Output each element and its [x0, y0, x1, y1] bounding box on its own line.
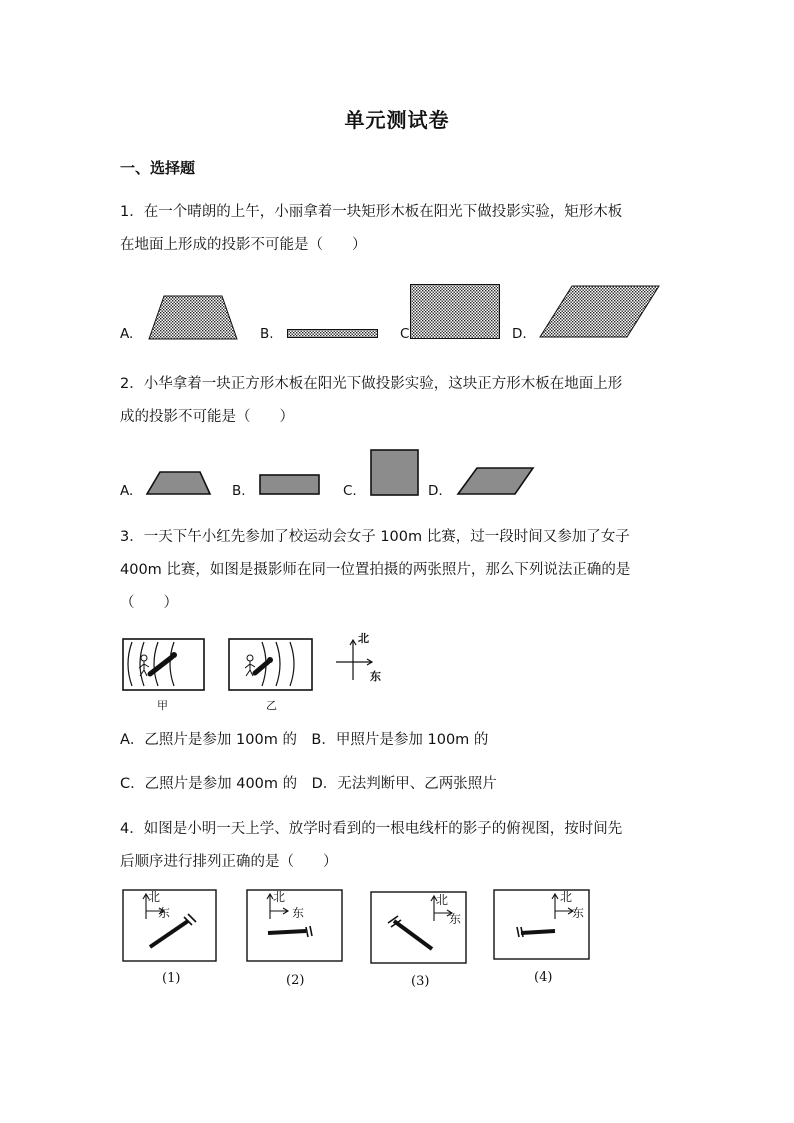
q2-option-a-label: A. — [120, 483, 134, 499]
q4-fig1-east: 东 — [158, 906, 171, 920]
q4-fig3-north: 北 — [436, 893, 449, 907]
q4-fig4-north: 北 — [560, 890, 573, 904]
q1-option-d-parallelogram — [539, 285, 661, 339]
q3-photo-yi — [228, 638, 314, 692]
q1-option-a-trapezoid — [148, 294, 238, 340]
q4-fig4-east: 东 — [572, 906, 585, 920]
q4-caption-1: (1) — [162, 971, 181, 986]
q4-caption-2: (2) — [286, 973, 305, 988]
question-1-line-2: 在地面上形成的投影不可能是（ ） — [120, 237, 367, 253]
page-title: 单元测试卷 — [344, 108, 450, 132]
question-4 — [120, 813, 680, 879]
q2-option-a-trapezoid — [146, 471, 212, 495]
question-2-line-2: 成的投影不可能是（ ） — [120, 409, 294, 425]
question-4-line-1: 4．如图是小明一天上学、放学时看到的一根电线杆的影子的俯视图，按时间先 — [120, 821, 623, 837]
q1-option-b-label: B. — [260, 326, 274, 342]
q4-fig2-east: 东 — [292, 906, 305, 920]
question-3-line-1: 3．一天下午小红先参加了校运动会女子 100m 比赛，过一段时间又参加了女子 — [120, 529, 630, 545]
question-1-line-1: 1．在一个晴朗的上午，小丽拿着一块矩形木板在阳光下做投影实验，矩形木板 — [120, 204, 623, 220]
question-3-line-3: （ ） — [120, 595, 178, 611]
q3-choices-ab: A．乙照片是参加 100m 的 B．甲照片是参加 100m 的 — [120, 732, 489, 748]
q2-option-c-square — [370, 449, 420, 497]
q4-caption-3: (3) — [411, 974, 430, 989]
question-4-line-2: 后顺序进行排列正确的是（ ） — [120, 854, 338, 870]
q1-option-c-label: C — [400, 326, 410, 342]
q3-north-label: 北 — [358, 632, 369, 645]
pole-shadow — [521, 931, 555, 933]
q3-photo-jia — [122, 638, 206, 692]
q2-option-c-label: C. — [343, 483, 357, 499]
q2-option-b-rectangle — [259, 474, 321, 496]
q1-option-c-rectangle — [410, 284, 502, 340]
q4-figure-1 — [122, 889, 218, 963]
q3-photo-yi-label: 乙 — [266, 699, 277, 712]
q3-choices-cd: C．乙照片是参加 400m 的 D．无法判断甲、乙两张照片 — [120, 776, 497, 792]
q4-fig2-north: 北 — [273, 890, 286, 904]
question-3 — [120, 521, 680, 620]
question-3-line-2: 400m 比赛，如图是摄影师在同一位置拍摄的两张照片，那么下列说法正确的是 — [120, 562, 631, 578]
q4-fig1-north: 北 — [148, 890, 161, 904]
q3-east-label: 东 — [370, 670, 381, 683]
q2-option-d-parallelogram — [457, 467, 535, 495]
pole-shadow — [268, 931, 306, 933]
question-1 — [120, 196, 680, 262]
question-2-line-1: 2．小华拿着一块正方形木板在阳光下做投影实验，这块正方形木板在地面上形 — [120, 376, 623, 392]
section-heading: 一、选择题 — [120, 159, 196, 177]
q2-option-d-label: D. — [428, 483, 443, 499]
question-2 — [120, 368, 680, 434]
q2-option-b-label: B. — [232, 483, 246, 499]
q4-figure-3 — [370, 891, 468, 965]
q1-option-a-label: A. — [120, 326, 134, 342]
q4-fig3-east: 东 — [449, 912, 462, 926]
q4-caption-4: (4) — [534, 970, 553, 985]
q4-figure-2 — [246, 889, 344, 963]
q1-option-d-label: D. — [512, 326, 527, 342]
q3-photo-jia-label: 甲 — [157, 699, 168, 712]
q4-figure-4 — [493, 889, 591, 961]
q1-option-b-thin-rectangle — [287, 329, 379, 339]
